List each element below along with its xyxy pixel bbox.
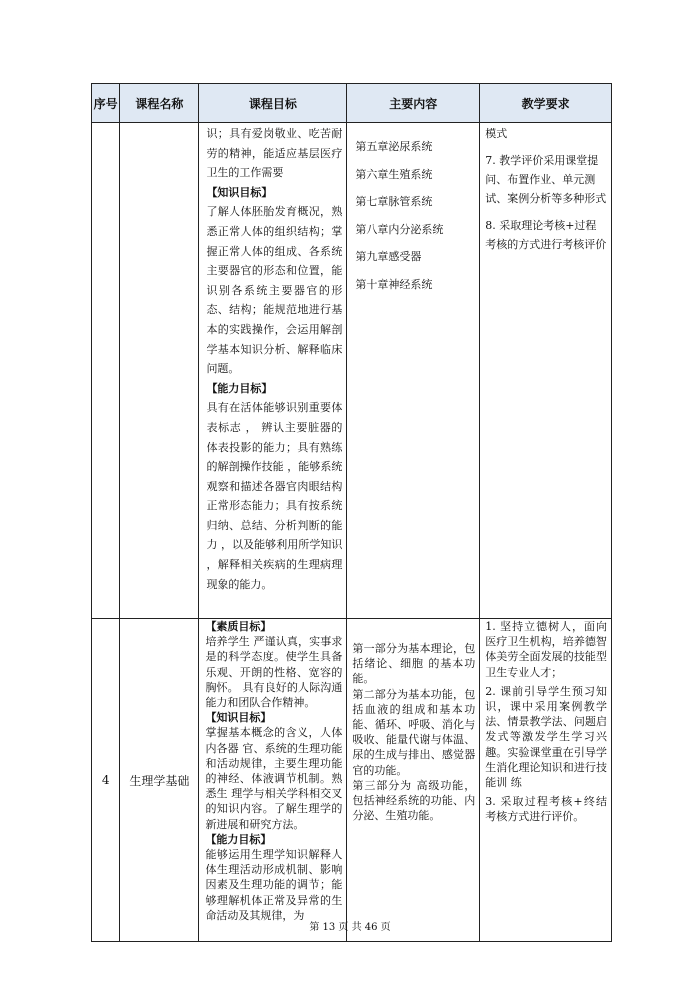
goal-heading: 【素质目标】: [205, 620, 272, 633]
goal-text: 培养学生 严谨认真，实事求是的科学态度。使学生具备乐观、开朗的性格、宽容的胸怀。 具有良好的人际沟通能力和团队合作精神。: [205, 635, 343, 710]
content-item: 第八章内分泌系统: [355, 222, 444, 236]
goal-text: 掌握基本概念的含义，人体内各器 官、系统的生理功能和活动规律，主要生理功能的神经、体液调节机制。熟悉生 理学与相关学科相交叉的知识内容。了解生理学的新进展和研究方法。: [205, 726, 343, 831]
table-row: [92, 123, 612, 619]
header-main-content: 主要内容: [347, 84, 480, 123]
content-item: 第九章感受器: [355, 250, 422, 264]
header-number: 序号: [92, 84, 120, 123]
content-item: 第三部分为 高级功能，包括神经系统的功能、内分泌、生殖功能。: [352, 778, 476, 823]
goal-text: 了解人体胚胎发育概况，熟悉正常人体的组织结构；掌握正常人体的组成、各系统主要器官的形态和位置，能识别各系统主要器官的形态、结构；能规范地进行基本的实践操作，会运用解剖学基本知识分析、解释临床问题。: [206, 205, 343, 376]
requirement-item: 3. 采取过程考核+终结考核方式进行评价。: [485, 795, 607, 824]
requirement-item: 2. 课前引导学生预习知识，课中采用案例教学法、情景教学法、问题启发式等激发学生学习兴趣。实验课堂重在引导学生消化理论知识和进行技能训 练: [485, 684, 607, 790]
table-row: [92, 619, 612, 942]
row-number: [92, 123, 120, 619]
row-course-name: [120, 123, 199, 619]
content-item: 第七章脉管系统: [355, 195, 433, 209]
goal-text: 识；具有爱岗敬业、吃苦耐劳的精神，能适应基层医疗卫生的工作需要: [206, 127, 343, 180]
row-teaching-requirements: [480, 619, 612, 942]
page-footer: 第 13 页 共 46 页: [309, 922, 391, 933]
content-item: 第二部分为基本功能，包括血液的组成和基本功能、循环、呼吸、消化与吸收、能量代谢与体温、尿的生成与排出、感觉器官的功能。: [352, 687, 476, 777]
header-course-name: 课程名称: [120, 84, 199, 123]
requirement-item: 模式: [485, 127, 508, 140]
row-course-name: 生理学基础: [120, 619, 199, 942]
row-course-goals: [199, 123, 347, 619]
goal-heading: 【能力目标】: [206, 381, 273, 395]
content-item: 第五章泌尿系统: [355, 140, 433, 153]
content-item: 第一部分为基本理论，包括绪论、细胞 的基本功能。: [352, 642, 476, 686]
row-main-content: [347, 123, 480, 619]
goal-heading: 【知识目标】: [206, 185, 273, 199]
requirement-item: 1. 坚持立德树人，面向医疗卫生机构，培养德智体美劳全面发展的技能型卫生专业人才；: [485, 620, 607, 679]
row-number: 4: [92, 619, 120, 942]
goal-heading: 【能力目标】: [205, 832, 272, 846]
requirement-item: 8. 采取理论考核+过程考核的方式进行考核评价: [485, 219, 607, 251]
table-header-row: [92, 84, 612, 123]
row-teaching-requirements: [480, 123, 612, 619]
header-course-goals: 课程目标: [199, 84, 347, 123]
goal-heading: 【知识目标】: [205, 711, 272, 725]
requirement-item: 7. 教学评价采用课堂提问、布置作业、单元测试、案例分析等多种形式: [485, 154, 607, 205]
content-item: 第十章神经系统: [355, 277, 433, 291]
goal-text: 能够运用生理学知识解释人体生理活动形成机制、影响因素及生理功能的调节；能够理解机体正常及异常的生命活动及其规律，为: [205, 848, 343, 922]
goal-text: 具有在活体能够识别重要体表标志 ， 辨认主要脏器的体表投影的能力；具有熟练的解剖操作技能 ，能够系统观察和描述各器官肉眼结构正常形态能力；具有按系统归纳、总结、分析判断的能力 ，以及能够利用所学知识 ，解释相关疾病的生理病理现象的能力。: [206, 401, 343, 591]
row-main-content: [347, 619, 480, 942]
header-teaching-requirements: 教学要求: [480, 84, 612, 123]
course-table: [91, 83, 612, 942]
content-item: 第六章生殖系统: [355, 167, 433, 181]
row-course-goals: [199, 619, 347, 942]
